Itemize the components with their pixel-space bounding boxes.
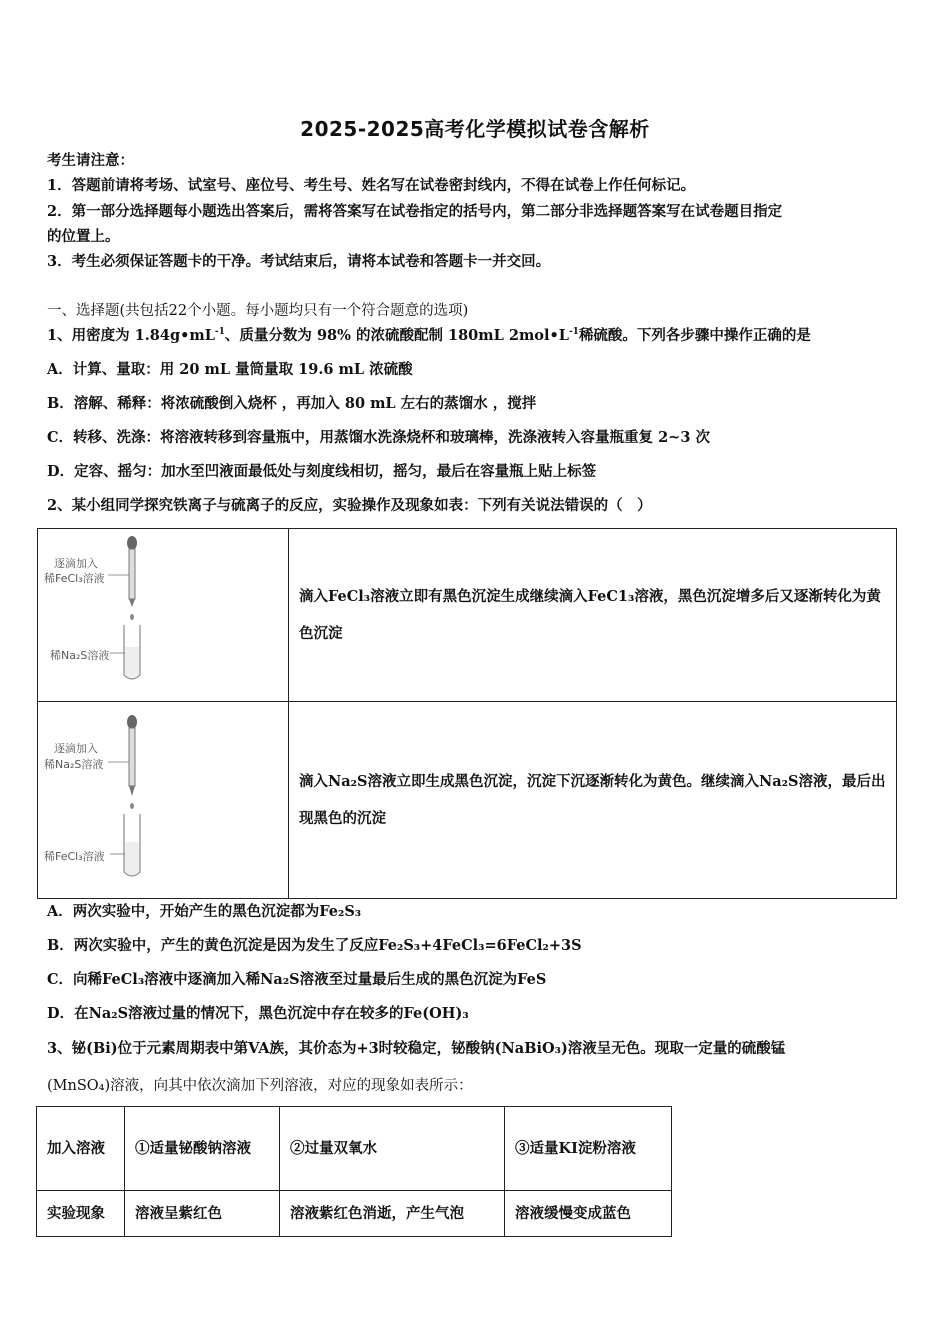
dropper-test-tube-icon: [38, 529, 288, 701]
q3-row-label: 实验现象: [37, 1191, 125, 1237]
q1-stem-part-b: 、质量分数为 98% 的浓硫酸配制 180mL 2mol•L: [224, 327, 569, 344]
q1-sup-2: -1: [568, 327, 579, 338]
q2-row2-dropper-label-1: 逐滴加入: [54, 742, 98, 755]
q1-stem-part-a: 1、用密度为 1.84g•mL: [47, 327, 215, 344]
q1-option-d: D．定容、摇匀：加水至凹液面最低处与刻度线相切，摇匀，最后在容量瓶上贴上标签: [47, 463, 597, 480]
q3-result-2: 溶液紫红色消逝，产生气泡: [280, 1191, 505, 1237]
q3-result-3: 溶液缓慢变成蓝色: [505, 1191, 672, 1237]
q2-row1-tube-label: 稀Na₂S溶液: [50, 649, 110, 662]
q1-stem: [47, 326, 811, 346]
q3-stem-line-1: 3、铋(Bi)位于元素周期表中第VA族，其价态为+3时较稳定，铋酸钠(NaBiO₃)溶液呈无色。现取一定量的硫酸锰: [47, 1040, 786, 1057]
dropper-test-tube-icon: [38, 702, 288, 898]
q2-row2-figure: [38, 702, 288, 898]
q3-table-result-row: [37, 1191, 672, 1237]
q2-row1-observation: 滴入FeCl₃溶液立即有黑色沉淀生成继续滴入FeC1₃溶液，黑色沉淀增多后又逐渐转化为黄色沉淀: [289, 529, 897, 702]
section-heading: 一、选择题(共包括22个小题。每小题均只有一个符合题意的选项): [47, 303, 469, 319]
q2-row1-figure: [38, 529, 288, 701]
q3-result-1: 溶液呈紫红色: [125, 1191, 280, 1237]
notice-item-3: 3．考生必须保证答题卡的干净。考试结束后，请将本试卷和答题卡一并交回。: [47, 253, 551, 270]
q2-table-row-2: [38, 702, 897, 899]
q2-experiment-table: [37, 528, 897, 899]
q3-table-header-row: [37, 1107, 672, 1191]
q3-col-1: ①适量铋酸钠溶液: [125, 1107, 280, 1191]
q2-row2-tube-label: 稀FeCl₃溶液: [44, 850, 105, 863]
q3-col-3: ③适量KI淀粉溶液: [505, 1107, 672, 1191]
q1-option-c: C．转移、洗涤：将溶液转移到容量瓶中，用蒸馏水洗涤烧杯和玻璃棒，洗涤液转入容量瓶重复 2~3 次: [47, 429, 710, 446]
q3-header-label: 加入溶液: [37, 1107, 125, 1191]
q2-row1-dropper-label-1: 逐滴加入: [54, 557, 98, 570]
q2-table-row-1: [38, 529, 897, 702]
q2-option-d: D．在Na₂S溶液过量的情况下，黑色沉淀中存在较多的Fe(OH)₃: [47, 1005, 469, 1022]
page-title: 2025-2025高考化学模拟试卷含解析: [300, 117, 650, 141]
notice-item-2-cont: 的位置上。: [47, 228, 120, 245]
q3-result-table: [36, 1106, 672, 1237]
q2-row2-dropper-label-2: 稀Na₂S溶液: [44, 758, 104, 771]
q2-stem: 2、某小组同学探究铁离子与硫离子的反应，实验操作及现象如表：下列有关说法错误的（ ）: [47, 497, 652, 514]
q2-row1-dropper-label-2: 稀FeCl₃溶液: [44, 572, 105, 585]
q1-stem-part-c: 稀硫酸。下列各步骤中操作正确的是: [578, 327, 811, 344]
q3-col-2: ②过量双氧水: [280, 1107, 505, 1191]
q2-row2-figure-cell: [38, 702, 289, 899]
q2-option-a: A．两次实验中，开始产生的黑色沉淀都为Fe₂S₃: [47, 903, 362, 920]
q1-option-a: A．计算、量取：用 20 mL 量筒量取 19.6 mL 浓硫酸: [47, 361, 413, 378]
notice-item-1: 1．答题前请将考场、试室号、座位号、考生号、姓名写在试卷密封线内，不得在试卷上作任何标记。: [47, 177, 696, 194]
q2-row1-figure-cell: [38, 529, 289, 702]
q3-stem-line-2: (MnSO₄)溶液，向其中依次滴加下列溶液，对应的现象如表所示：: [47, 1078, 473, 1094]
q1-option-b: B．溶解、稀释：将浓硫酸倒入烧杯 ，再加入 80 mL 左右的蒸馏水 ，搅拌: [47, 395, 537, 412]
notice-heading: 考生请注意：: [47, 152, 134, 169]
q2-option-b: B．两次实验中，产生的黄色沉淀是因为发生了反应Fe₂S₃+4FeCl₃=6FeCl₂+3S: [47, 937, 582, 954]
notice-item-2: 2．第一部分选择题每小题选出答案后，需将答案写在试卷指定的括号内，第二部分非选择题答案写在试卷题目指定: [47, 203, 783, 220]
q2-row2-observation: 滴入Na₂S溶液立即生成黑色沉淀，沉淀下沉逐渐转化为黄色。继续滴入Na₂S溶液，最后出现黑色的沉淀: [289, 702, 897, 899]
q1-sup-1: -1: [214, 327, 225, 338]
q2-option-c: C．向稀FeCl₃溶液中逐滴加入稀Na₂S溶液至过量最后生成的黑色沉淀为FeS: [47, 971, 547, 988]
